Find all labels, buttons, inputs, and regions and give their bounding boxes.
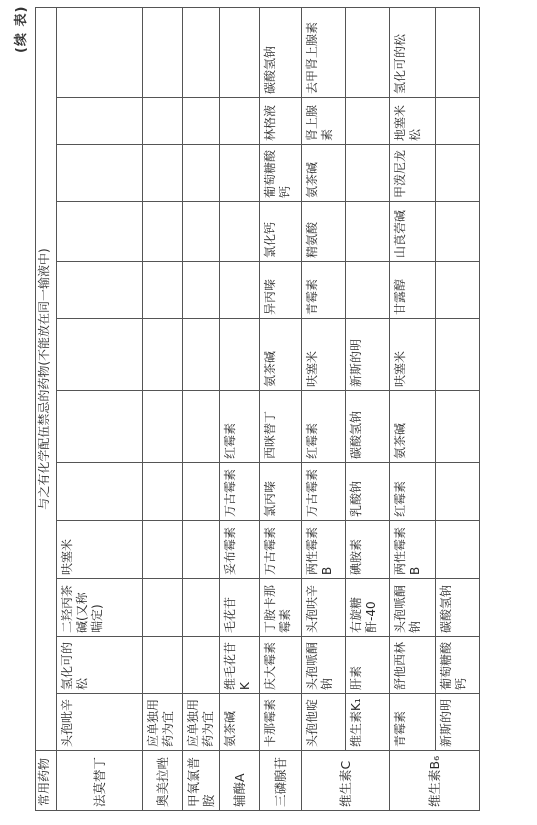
table-cell: 呋塞米 <box>390 319 436 391</box>
table-cell: 新斯的明 <box>346 319 390 391</box>
table-cell <box>436 319 480 391</box>
table-cell <box>183 579 220 637</box>
table-cell <box>143 319 183 391</box>
table-cell: 二羟丙茶碱(又称喘定) <box>57 579 143 637</box>
table-cell: 头孢他啶 <box>302 694 346 751</box>
table-cell <box>346 98 390 145</box>
table-cell: 青霉素 <box>302 262 346 319</box>
table-cell: 碘胺素 <box>346 521 390 579</box>
table-cell <box>436 391 480 463</box>
table-cell <box>436 98 480 145</box>
table-cell: 青霉素 <box>390 694 436 751</box>
table-cell <box>220 262 260 319</box>
drug-name: 甲氧氯普胺 <box>183 751 220 811</box>
table-cell: 氢化可的松 <box>390 8 436 98</box>
table-cell: 红霉素 <box>302 391 346 463</box>
table-cell <box>57 391 143 463</box>
table-row <box>220 8 260 811</box>
table-cell: 氨茶碱 <box>390 391 436 463</box>
table-cell <box>143 521 183 579</box>
table-row <box>436 8 480 811</box>
table-cell: 头孢哌酮钠 <box>302 637 346 694</box>
table-cell <box>57 145 143 202</box>
table-cell <box>220 319 260 391</box>
table-cell: 丁胺卡那霉素 <box>260 579 302 637</box>
header-incompatible-group: 与之有化学配伍禁忌的药物(不能放在同一输液中) <box>36 8 57 751</box>
table-row <box>390 8 436 811</box>
table-cell <box>57 463 143 521</box>
table-cell <box>183 8 220 98</box>
table-cell: 氨茶碱 <box>302 145 346 202</box>
table-cell: 西咪替丁 <box>260 391 302 463</box>
table-cell: 庆大霉素 <box>260 637 302 694</box>
table-cell <box>143 579 183 637</box>
table-row <box>302 8 346 811</box>
drug-name: 维生素B₆ <box>390 751 480 811</box>
table-cell: 氯化钙 <box>260 202 302 262</box>
incompatibility-table <box>35 7 480 811</box>
continued-label: (续 表) <box>14 5 29 53</box>
table-cell <box>143 8 183 98</box>
drug-name: 奥美拉唑 <box>143 751 183 811</box>
table-cell: 甘露醇 <box>390 262 436 319</box>
table-cell <box>57 8 143 98</box>
table-cell <box>436 202 480 262</box>
table-cell: 地塞米松 <box>390 98 436 145</box>
table-cell <box>183 637 220 694</box>
table-cell <box>220 98 260 145</box>
table-cell: 精氨酸 <box>302 202 346 262</box>
table-cell: 呋塞米 <box>302 319 346 391</box>
table-cell <box>143 98 183 145</box>
header-drug-column: 常用药物 <box>36 751 57 811</box>
table-cell <box>183 521 220 579</box>
table-cell: 肝素 <box>346 637 390 694</box>
table-cell <box>436 521 480 579</box>
table-cell: 葡萄糖酸钙 <box>436 637 480 694</box>
table-cell: 右旋糖酐-40 <box>346 579 390 637</box>
table-cell: 应单独用药为宜 <box>143 694 183 751</box>
table-cell <box>57 319 143 391</box>
table-cell <box>436 463 480 521</box>
table-cell <box>220 145 260 202</box>
table-cell: 碳酸氢钠 <box>346 391 390 463</box>
table-cell <box>143 637 183 694</box>
table-cell: 头孢哌酮钠 <box>390 579 436 637</box>
table-cell <box>183 463 220 521</box>
header-row <box>36 8 57 811</box>
table-cell <box>57 98 143 145</box>
drug-name: 辅酶A <box>220 751 260 811</box>
table-cell <box>57 202 143 262</box>
table-cell: 万古霉素 <box>260 521 302 579</box>
table-cell: 碳酸氢钠 <box>260 8 302 98</box>
table-cell <box>183 319 220 391</box>
table-cell <box>436 262 480 319</box>
table-cell <box>346 145 390 202</box>
table-cell: 新斯的明 <box>436 694 480 751</box>
table-cell <box>183 202 220 262</box>
table-cell <box>143 262 183 319</box>
table-cell: 万古霉素 <box>220 463 260 521</box>
table-cell: 维生素K₁ <box>346 694 390 751</box>
table-cell: 两性霉素B <box>302 521 346 579</box>
table-cell: 肾上腺素 <box>302 98 346 145</box>
table-cell <box>143 391 183 463</box>
table-cell <box>220 202 260 262</box>
table-cell: 氨茶碱 <box>220 694 260 751</box>
table-cell <box>436 8 480 98</box>
table-cell: 妥布霉素 <box>220 521 260 579</box>
table-cell: 维毛花苷K <box>220 637 260 694</box>
table-cell <box>220 8 260 98</box>
drug-name: 维生素C <box>302 751 390 811</box>
table-cell: 去甲肾上腺素 <box>302 8 346 98</box>
table-cell <box>143 145 183 202</box>
table-cell: 红霉素 <box>220 391 260 463</box>
table-cell: 葡萄糖酸钙 <box>260 145 302 202</box>
table-cell: 头孢吡辛 <box>57 694 143 751</box>
table-cell: 林格液 <box>260 98 302 145</box>
table-cell: 卡那霉素 <box>260 694 302 751</box>
table-row <box>346 8 390 811</box>
table-cell: 氯丙嗪 <box>260 463 302 521</box>
table-cell <box>183 145 220 202</box>
table-row <box>183 8 220 811</box>
table-cell <box>143 463 183 521</box>
table-cell: 碳酸氢钠 <box>436 579 480 637</box>
table-cell <box>57 262 143 319</box>
drug-name: 法莫替丁 <box>57 751 143 811</box>
table-cell <box>346 202 390 262</box>
table-row <box>143 8 183 811</box>
table-row <box>260 8 302 811</box>
table-cell: 乳酸钠 <box>346 463 390 521</box>
table-cell: 毛花苷 <box>220 579 260 637</box>
table-cell: 头孢呋辛 <box>302 579 346 637</box>
table-cell: 异丙嗪 <box>260 262 302 319</box>
drug-name: 三磷腺苷 <box>260 751 302 811</box>
table-cell: 甲泼尼龙 <box>390 145 436 202</box>
table-row <box>57 8 143 811</box>
table-cell <box>346 262 390 319</box>
table-cell <box>183 391 220 463</box>
table-cell: 万古霉素 <box>302 463 346 521</box>
table-cell <box>346 8 390 98</box>
table-cell: 呋塞米 <box>57 521 143 579</box>
table-cell: 氢化可的松 <box>57 637 143 694</box>
table-cell <box>143 202 183 262</box>
table-cell: 氨茶碱 <box>260 319 302 391</box>
table-cell: 红霉素 <box>390 463 436 521</box>
table-cell: 应单独用药为宜 <box>183 694 220 751</box>
table-cell: 舒他西林 <box>390 637 436 694</box>
table-cell <box>183 98 220 145</box>
table-cell <box>183 262 220 319</box>
table-cell: 山莨菪碱 <box>390 202 436 262</box>
table-cell: 两性霉素B <box>390 521 436 579</box>
table-cell <box>436 145 480 202</box>
